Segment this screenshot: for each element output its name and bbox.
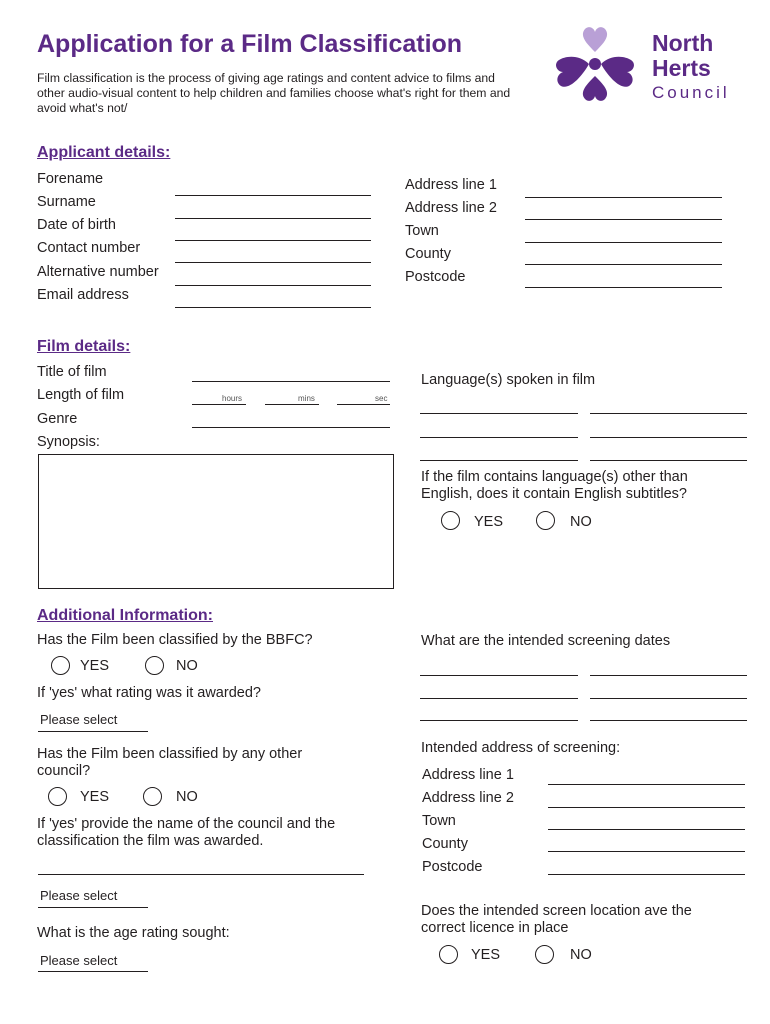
hours-field[interactable] (192, 404, 246, 405)
north-herts-logo (553, 26, 738, 106)
council-name-question: If 'yes' provide the name of the council and the classification the film was awarded. (37, 816, 336, 849)
screening-address-line2-field[interactable] (548, 807, 745, 808)
synopsis-textarea[interactable] (38, 454, 394, 589)
subtitles-yes-radio[interactable] (441, 511, 460, 530)
council-classification-select[interactable]: Please select (40, 888, 118, 903)
email-label: Email address (37, 287, 129, 303)
subtitles-yes-label: YES (474, 514, 504, 530)
language-field-3b[interactable] (590, 460, 747, 461)
film-title-label: Title of film (37, 364, 107, 380)
council-classification-underline (38, 907, 148, 908)
screening-date-field-2b[interactable] (590, 698, 747, 699)
heart-flower-icon (553, 26, 638, 104)
town-label: Town (405, 223, 439, 239)
contact-number-label: Contact number (37, 240, 141, 256)
screening-date-field-1b[interactable] (590, 675, 747, 676)
subtitles-no-radio[interactable] (536, 511, 555, 530)
additional-heading: Additional Information: (37, 607, 213, 624)
synopsis-label: Synopsis: (37, 434, 100, 450)
licence-yes-label: YES (471, 947, 501, 963)
council-name-field[interactable] (38, 874, 364, 875)
forename-label: Forename (37, 171, 104, 187)
film-length-label: Length of film (37, 387, 125, 403)
languages-label: Language(s) spoken in film (421, 372, 596, 388)
subtitles-question: If the film contains language(s) other than English, does it contain English subtitles? (421, 469, 688, 502)
licence-yes-radio[interactable] (439, 945, 458, 964)
sec-field[interactable] (337, 404, 390, 405)
screening-town-label: Town (422, 813, 456, 829)
subtitles-no-label: NO (570, 514, 592, 530)
logo-line-north: North (652, 30, 714, 56)
town-field[interactable] (525, 242, 722, 243)
screening-date-field-3a[interactable] (420, 720, 578, 721)
screening-address-line1-field[interactable] (548, 784, 745, 785)
genre-field[interactable] (192, 427, 390, 428)
genre-label: Genre (37, 411, 78, 427)
other-council-yes-label: YES (80, 789, 110, 805)
hours-label: hours (222, 394, 243, 403)
bbfc-yes-radio[interactable] (51, 656, 70, 675)
postcode-field[interactable] (525, 287, 722, 288)
alternative-number-field[interactable] (175, 285, 371, 286)
other-council-no-radio[interactable] (143, 787, 162, 806)
mins-label: mins (298, 394, 315, 403)
age-rating-select[interactable]: Please select (40, 953, 118, 968)
other-council-yes-radio[interactable] (48, 787, 67, 806)
address-line2-field[interactable] (525, 219, 722, 220)
address-line1-field[interactable] (525, 197, 722, 198)
screening-address-line1-label: Address line 1 (422, 767, 514, 783)
county-field[interactable] (525, 264, 722, 265)
logo-line-council: Council (652, 83, 730, 102)
rating-question: If 'yes' what rating was it awarded? (37, 685, 261, 701)
screening-postcode-field[interactable] (548, 874, 745, 875)
language-field-3a[interactable] (420, 460, 578, 461)
postcode-label: Postcode (405, 269, 466, 285)
address-line1-label: Address line 1 (405, 177, 497, 193)
screening-date-field-3b[interactable] (590, 720, 747, 721)
alternative-number-label: Alternative number (37, 264, 159, 280)
language-field-2b[interactable] (590, 437, 747, 438)
screening-county-field[interactable] (548, 851, 745, 852)
bbfc-yes-label: YES (80, 658, 110, 674)
licence-no-radio[interactable] (535, 945, 554, 964)
contact-number-field[interactable] (175, 262, 371, 263)
language-field-1b[interactable] (590, 413, 747, 414)
screening-date-field-2a[interactable] (420, 698, 578, 699)
dob-label: Date of birth (37, 217, 116, 233)
film-heading: Film details: (37, 338, 131, 355)
screening-address-line2-label: Address line 2 (422, 790, 514, 806)
sec-label: sec (375, 394, 388, 403)
age-rating-underline (38, 971, 148, 972)
logo-line-herts: Herts (652, 55, 711, 81)
page-title: Application for a Film Classification (37, 30, 463, 58)
email-field[interactable] (175, 307, 371, 308)
other-council-question: Has the Film been classified by any other council? (37, 746, 303, 779)
screening-town-field[interactable] (548, 829, 745, 830)
mins-field[interactable] (265, 404, 319, 405)
surname-label: Surname (37, 194, 96, 210)
screening-county-label: County (422, 836, 468, 852)
surname-field[interactable] (175, 218, 371, 219)
language-field-1a[interactable] (420, 413, 578, 414)
bbfc-question: Has the Film been classified by the BBFC? (37, 632, 313, 648)
licence-question: Does the intended screen location ave the correct licence in place (421, 903, 692, 936)
other-council-no-label: NO (176, 789, 198, 805)
county-label: County (405, 246, 451, 262)
address-line2-label: Address line 2 (405, 200, 497, 216)
bbfc-no-radio[interactable] (145, 656, 164, 675)
dob-field[interactable] (175, 240, 371, 241)
bbfc-no-label: NO (176, 658, 198, 674)
age-rating-question: What is the age rating sought: (37, 925, 230, 941)
forename-field[interactable] (175, 195, 371, 196)
applicant-heading: Applicant details: (37, 144, 171, 161)
screening-dates-question: What are the intended screening dates (421, 633, 671, 649)
screening-address-heading: Intended address of screening: (421, 740, 621, 756)
screening-postcode-label: Postcode (422, 859, 483, 875)
rating-select[interactable]: Please select (40, 712, 118, 727)
film-title-field[interactable] (192, 381, 390, 382)
screening-date-field-1a[interactable] (420, 675, 578, 676)
intro-text: Film classification is the process of giving age ratings and content advice to films and other audio-visual content to help children and families choose what's right for them and avoid what's not/ (37, 71, 511, 115)
licence-no-label: NO (570, 947, 592, 963)
language-field-2a[interactable] (420, 437, 578, 438)
rating-select-underline (38, 731, 148, 732)
